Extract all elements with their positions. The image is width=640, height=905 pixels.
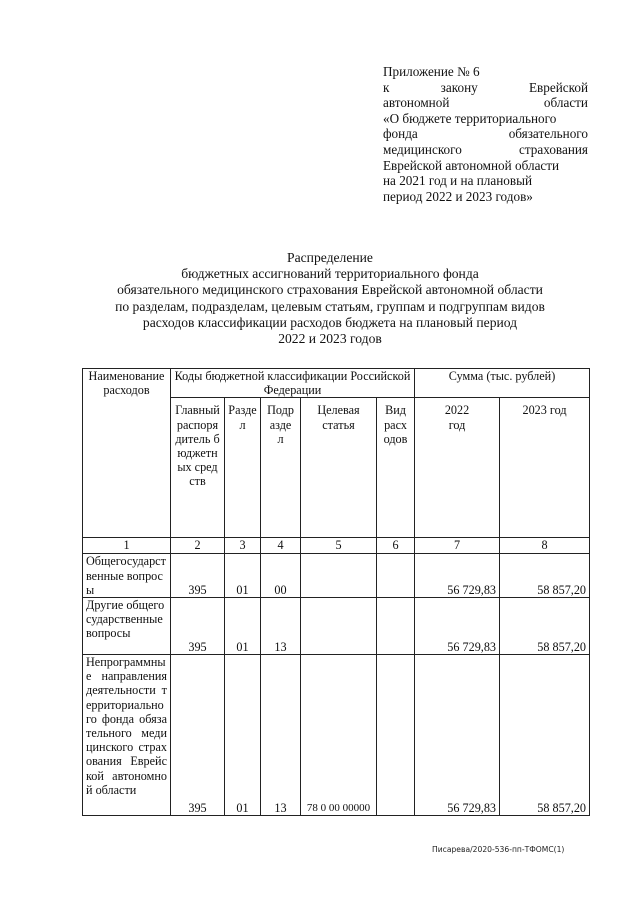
row-name: Общегосударственные вопросы (83, 554, 171, 598)
row-gl: 395 (171, 598, 225, 655)
column-number: 4 (261, 538, 301, 554)
heading-line: Распределение (287, 250, 373, 265)
subheader-vid: Вид расходов (377, 398, 415, 538)
row-2022: 56 729,83 (415, 655, 500, 816)
subheader-gl: Главный распорядитель бюджетных средств (171, 398, 225, 538)
appendix-line-2 (383, 80, 588, 96)
column-number: 8 (500, 538, 590, 554)
heading-line: расходов классификации расходов бюджета на плановый период (142, 314, 518, 330)
appendix-line-4: «О бюджете территориального (383, 110, 557, 126)
appendix-word: страхования (519, 141, 588, 157)
row-name: Непрограммные направления деятельности территориального фонда обязательного медицинского страхования Еврейской автономной области (83, 655, 171, 816)
row-2023: 58 857,20 (500, 655, 590, 816)
row-vid (377, 554, 415, 598)
subheader-2022: 2022 год (415, 398, 500, 538)
appendix-word: обязательного (508, 126, 588, 142)
column-number: 5 (301, 538, 377, 554)
row-vid (377, 655, 415, 816)
column-number-row (83, 538, 590, 554)
row-vid (377, 598, 415, 655)
row-gl: 395 (171, 554, 225, 598)
appendix-line-9: период 2022 и 2023 годов» (383, 188, 533, 204)
appendix-word: к (383, 79, 390, 95)
column-number: 3 (225, 538, 261, 554)
appendix-line-3 (383, 95, 588, 111)
appendix-word: медицинского (383, 141, 462, 157)
header-sum: Сумма (тыс. рублей) (415, 369, 590, 398)
row-2022: 56 729,83 (415, 554, 500, 598)
subheader-2023: 2023 год (500, 398, 590, 538)
appendix-word: автономной (383, 95, 450, 111)
table-row (83, 655, 590, 816)
row-2023: 58 857,20 (500, 554, 590, 598)
appendix-line-6 (383, 142, 588, 158)
row-2022: 56 729,83 (415, 598, 500, 655)
row-2023: 58 857,20 (500, 598, 590, 655)
row-gl: 395 (171, 655, 225, 816)
appendix-line-7: Еврейской автономной области (383, 157, 560, 173)
subheader-podrazdel: Подраздел (261, 398, 301, 538)
row-podrazdel: 13 (261, 598, 301, 655)
appendix-title: Приложение № 6 (383, 64, 480, 79)
heading-line: по разделам, подразделам, целевым статьям, группам и подгруппам видов (115, 298, 545, 314)
column-number: 1 (83, 538, 171, 554)
row-razdel: 01 (225, 554, 261, 598)
appendix-block (383, 64, 588, 204)
header-name: Наименование расходов (83, 369, 171, 538)
subheader-celevaya: Целевая статья (301, 398, 377, 538)
heading-line: 2022 и 2023 годов (278, 331, 382, 347)
row-celevaya (301, 554, 377, 598)
heading-line: бюджетных ассигнований территориального фонда (181, 266, 479, 282)
budget-table (82, 368, 590, 816)
row-razdel: 01 (225, 655, 261, 816)
appendix-line-8: на 2021 год и на плановый (383, 173, 533, 189)
appendix-word: области (543, 95, 588, 111)
row-name: Другие общегосударственные вопросы (83, 598, 171, 655)
subheader-razdel: Раздел (225, 398, 261, 538)
appendix-line-5 (383, 126, 588, 142)
column-number: 6 (377, 538, 415, 554)
document-footer-id: Писарева/2020-536-пп-ТФОМС(1) (432, 845, 565, 854)
appendix-word: закону (440, 79, 478, 95)
column-number: 2 (171, 538, 225, 554)
document-heading (60, 250, 600, 347)
heading-line: обязательного медицинского страхования Еврейской автономной области (117, 282, 543, 298)
table-row (83, 598, 590, 655)
header-codes: Коды бюджетной классификации Российской Федерации (171, 369, 415, 398)
column-number: 7 (415, 538, 500, 554)
appendix-word: фонда (383, 126, 418, 142)
table-row (83, 554, 590, 598)
row-podrazdel: 00 (261, 554, 301, 598)
appendix-word: Еврейской (528, 79, 588, 95)
row-celevaya: 78 0 00 00000 (301, 655, 377, 816)
table-header-row (83, 369, 590, 398)
row-celevaya (301, 598, 377, 655)
row-podrazdel: 13 (261, 655, 301, 816)
row-razdel: 01 (225, 598, 261, 655)
